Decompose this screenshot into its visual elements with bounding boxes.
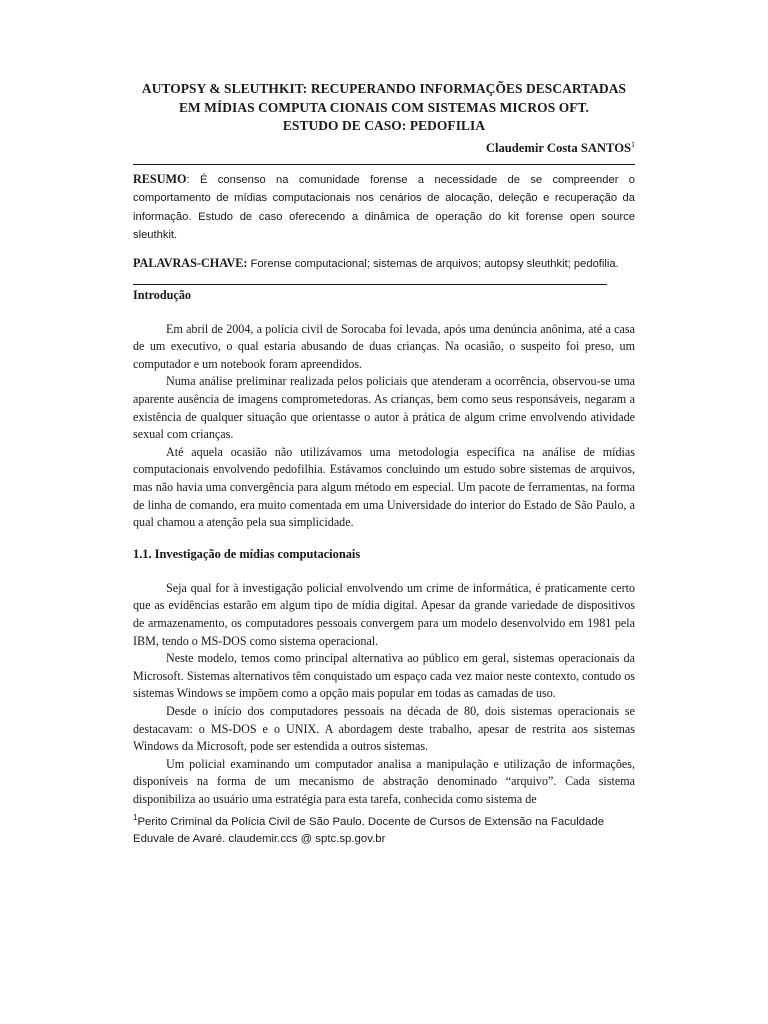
document-title: [133, 80, 635, 136]
keywords-text: Forense computacional; sistemas de arquivos; autopsy sleuthkit; pedofilia.: [247, 257, 619, 270]
subsection-paragraph: Desde o início dos computadores pessoais na década de 80, dois sistemas operacionais se destacavam: o MS-DOS e o UNIX. A abordagem deste trabalho, apesar de restrita aos sistemas Windows da Microsoft, pode ser estendida a outros sistemas.: [133, 703, 635, 754]
top-divider: [133, 164, 635, 165]
title-line-3: ESTUDO DE CASO: PEDOFILIA: [282, 118, 486, 133]
title-line-2: EM MÍDIAS COMPUTA CIONAIS COM SISTEMAS MICROS OFT.: [179, 99, 589, 115]
author-footnote-marker: 1: [631, 139, 635, 149]
abstract-label: RESUMO: [133, 171, 187, 186]
document-page: [133, 80, 635, 848]
abstract-text: : É consenso na comunidade forense a necessidade de se compreender o comportamento de mídias computacionais nos cenários de alocação, deleção e recuperação da informação. Estudo de caso oferecendo a dinâmica de operação do kit forense open source sleuthkit.: [133, 173, 635, 242]
subsection-heading: 1.1. Investigação de mídias computacionais: [133, 546, 361, 561]
subsection-paragraph: Neste modelo, temos como principal alternativa ao público em geral, sistemas operacionais da Microsoft. Sistemas alternativos têm conquistado um espaço cada vez maior neste contexto, contudo os sistemas Windows se impõem como a opção mais popular em todas as camadas de uso.: [133, 651, 635, 701]
keywords-label: PALAVRAS-CHAVE:: [133, 255, 248, 270]
abstract: [133, 170, 635, 245]
keywords: [133, 255, 635, 273]
title-line-1: AUTOPSY & SLEUTHKIT: RECUPERANDO INFORMAÇÕES DESCARTADAS: [141, 81, 627, 96]
footnote-text-1: Perito Criminal da Polícia Civil de São Paulo. Docente de Cursos de Extensão na Faculdade: [137, 815, 605, 828]
footnote: [133, 809, 635, 849]
section-divider: [133, 284, 607, 285]
footnote-marker: 1: [133, 812, 138, 822]
subsection-paragraph: Um policial examinando um computador analisa a manipulação e utilização de informações, disponíveis na forma de um mecanismo de abstração denominado “arquivo”. Cada sistema disponibiliza ao usuário uma estratégia para esta tarefa, conhecida como sistema de: [133, 756, 635, 806]
intro-paragraph: Numa análise preliminar realizada pelos policiais que atenderam a ocorrência, observou-se uma aparente ausência de imagens comprometedoras. As crianças, bem como seus responsáveis, negaram a existência de qualquer situação que orientasse o autor à prática de algum crime envolvendo atividade sexual com crianças.: [133, 374, 635, 442]
author-name: Claudemir Costa SANTOS: [485, 140, 631, 155]
introduction-heading: Introdução: [133, 287, 192, 302]
subsection-paragraph: Seja qual for à investigação policial envolvendo um crime de informática, é praticamente certo que as evidências estarão em algum tipo de mídia digital. Apesar da grande variedade de dispositivos de armazenamento, os computadores pessoais convergem para um modelo desenvolvido em 1981 pela IBM, tendo o MS-DOS como sistema operacional.: [133, 580, 635, 648]
introduction-body: [133, 321, 635, 532]
footnote-line-1: [133, 809, 635, 831]
intro-paragraph: Até aquela ocasião não utilizávamos uma metodologia específica na análise de mídias computacionais envolvendo pedofilhia. Estávamos concluindo um estudo sobre sistemas de arquivos, mas não havia uma convergência para algum método em especial. Um pacote de ferramentas, na forma de linha de comando, era muito comentada em uma Universidade do interior do Estado de São Paulo, a qual chamou a atenção pela sua simplicidade.: [133, 444, 635, 530]
footnote-line-2: Eduvale de Avaré. claudemir.ccs @ sptc.sp.gov.br: [133, 832, 386, 845]
subsection-body: [133, 580, 635, 809]
intro-paragraph: Em abril de 2004, a polícia civil de Sorocaba foi levada, após uma denúncia anônima, até a casa de um executivo, o qual estaria abusando de duas crianças. Na ocasião, o suspeito foi preso, um computador e um notebook foram apreendidos.: [133, 321, 635, 371]
author-line: [133, 136, 635, 157]
